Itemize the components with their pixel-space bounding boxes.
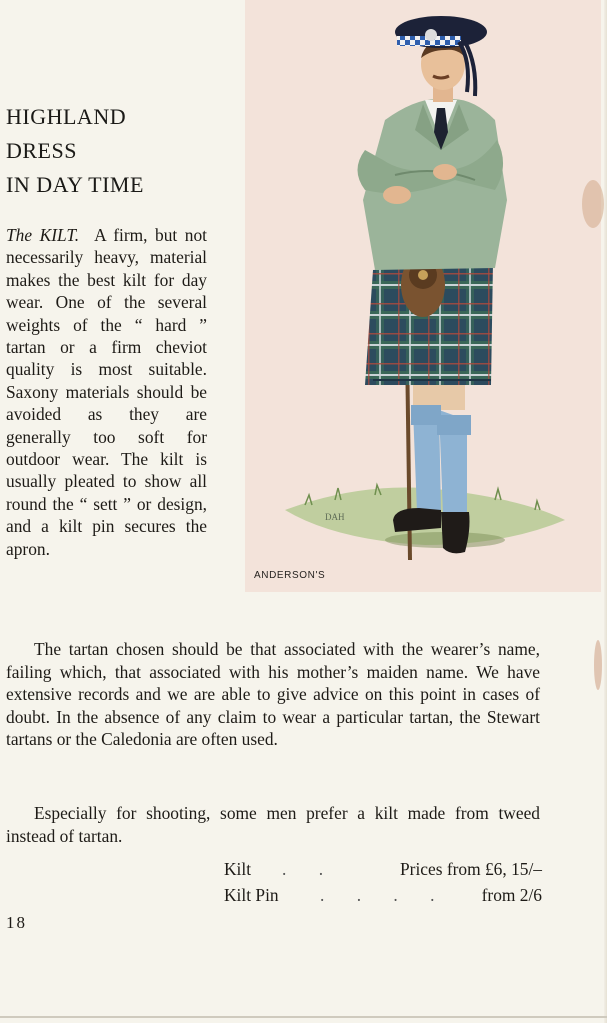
price-row-kilt-pin (224, 882, 542, 908)
illustration-caption: ANDERSON'S (254, 570, 326, 581)
paper-stain (582, 180, 604, 228)
tweed-paragraph: Especially for shooting, some men prefer a kilt made from tweed instead of tartan. (6, 803, 540, 846)
highland-gentleman-illustration (245, 0, 601, 592)
page-bottom-edge (0, 1016, 607, 1018)
kilt-paragraph (6, 224, 207, 560)
page-number: 18 (6, 913, 27, 932)
kilt-text: A firm, but not necessarily heavy, material makes the best kilt for day wear. One of the several weights of the “ hard ” tartan or a firm cheviot quality is most suitable. Saxony materials should be avoided as they are generally too soft for outdoor wear. The kilt is usually pleated to show all round the “ sett ” or design, and a kilt pin secures the apron. (6, 225, 207, 559)
price-list (224, 856, 542, 908)
section-heading (6, 100, 236, 202)
price-row-kilt (224, 856, 542, 882)
price-value: Prices from £6, 15/– (399, 859, 542, 879)
heading-line-3: IN DAY TIME (6, 172, 144, 197)
price-leader: . . . . (320, 885, 449, 905)
heading-line-1: HIGHLAND (6, 104, 127, 129)
paper-stain (594, 640, 602, 690)
price-item: Kilt Pin (224, 885, 279, 905)
illustration-panel (245, 0, 601, 592)
heading-line-2: DRESS (6, 138, 77, 163)
price-item: Kilt (224, 859, 252, 879)
kilt-title: The KILT. (6, 225, 80, 245)
artist-signature: DAH (325, 512, 345, 522)
price-leader: . . (282, 859, 338, 879)
price-value: from 2/6 (481, 885, 542, 905)
tartan-paragraph: The tartan chosen should be that associated with the wearer’s name, failing which, that associated with his mother’s maiden name. We have extensive records and we are able to give advice on this point in cases of doubt. In the absence of any claim to wear a particular tartan, the Stewart tartans or the Caledonia are often used. (6, 639, 540, 750)
